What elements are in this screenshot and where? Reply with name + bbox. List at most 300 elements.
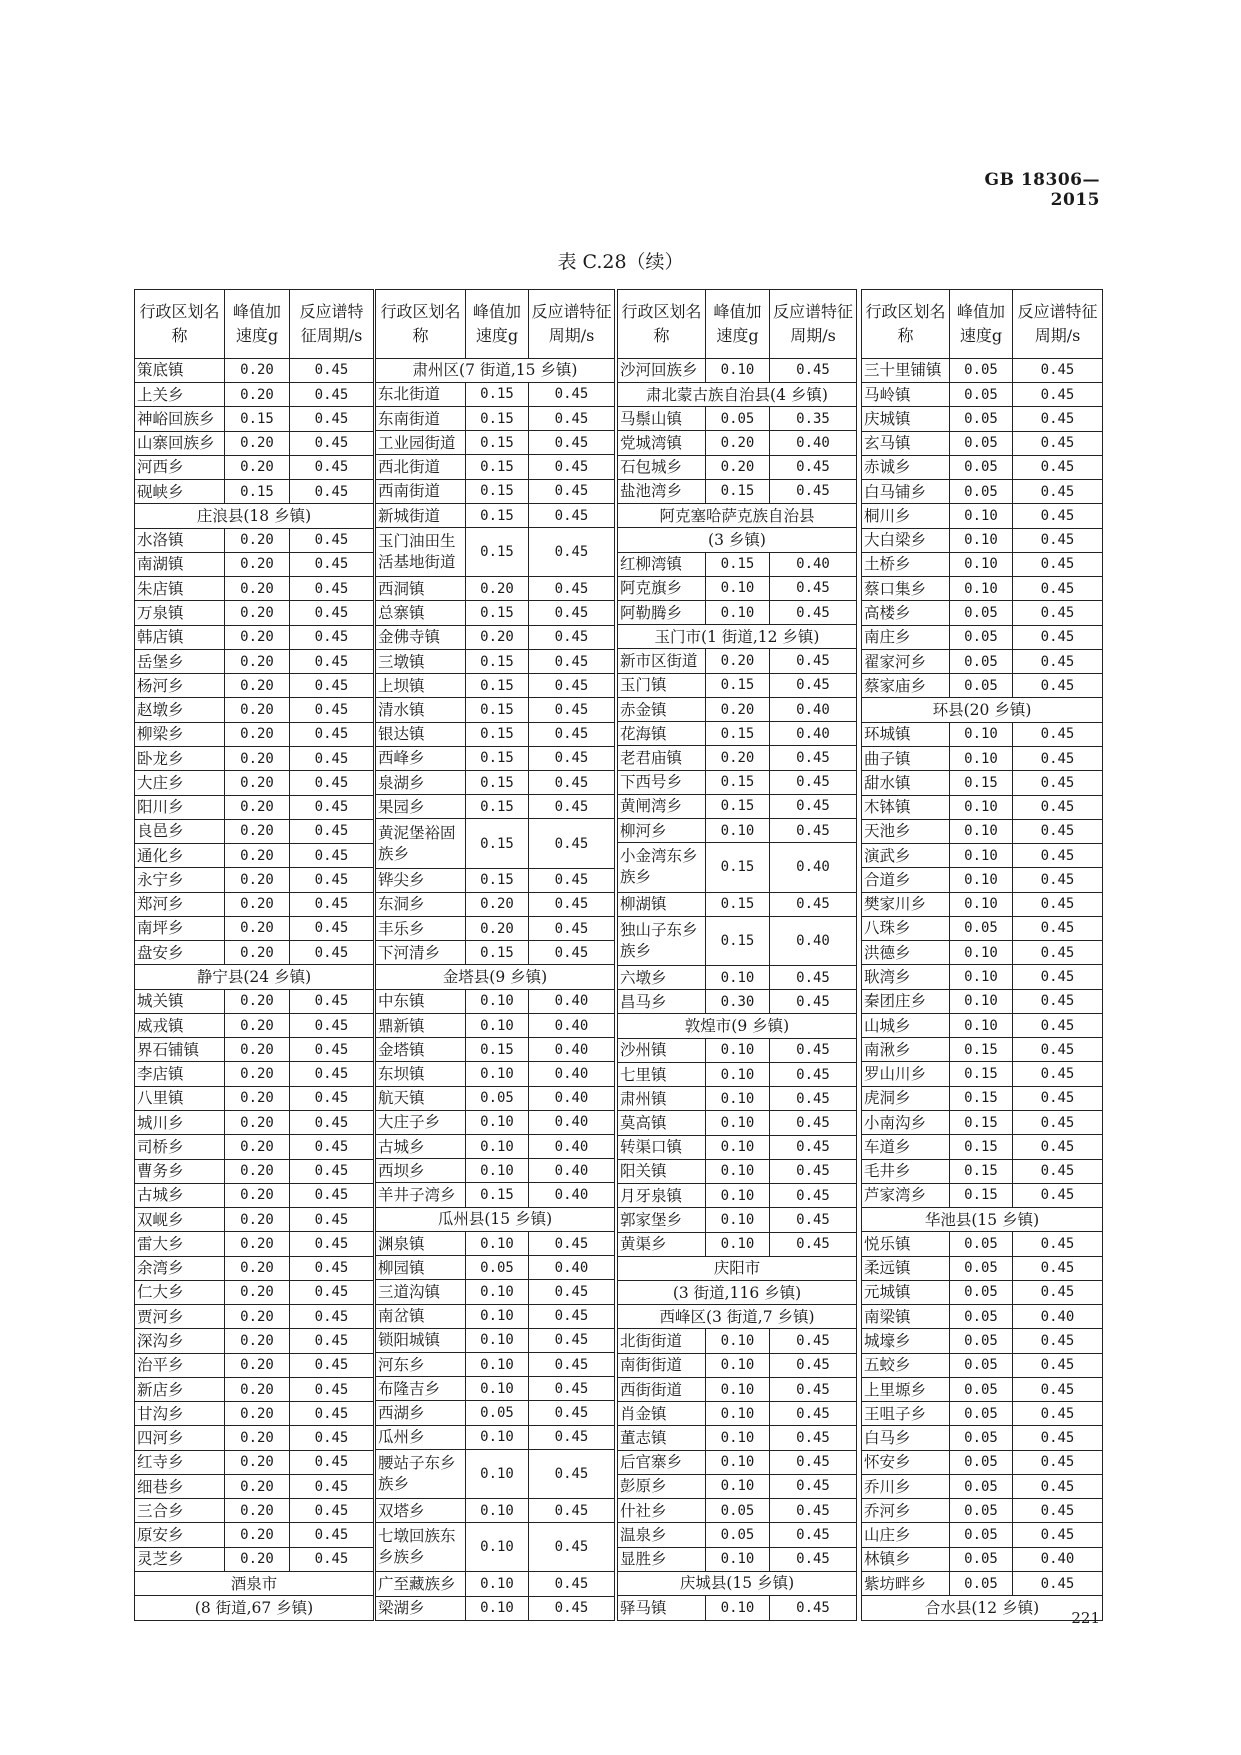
pga-value: 0.15 <box>466 601 529 625</box>
period-value: 0.40 <box>770 916 857 965</box>
pga-value: 0.20 <box>225 746 290 770</box>
period-value: 0.45 <box>1013 577 1103 601</box>
region-header: 酒泉市 <box>135 1572 374 1596</box>
period-value: 0.45 <box>529 1304 615 1328</box>
period-value: 0.40 <box>1013 1547 1103 1571</box>
admin-name: 南湫乡 <box>862 1038 950 1062</box>
period-value: 0.40 <box>529 1086 615 1110</box>
admin-name: 北街街道 <box>618 1329 706 1353</box>
pga-value: 0.20 <box>466 892 529 916</box>
period-value: 0.45 <box>529 479 615 503</box>
admin-name: 沙河回族乡 <box>618 358 706 382</box>
pga-value: 0.15 <box>706 479 770 503</box>
period-value: 0.45 <box>290 407 374 431</box>
admin-name: 柳园镇 <box>376 1256 466 1280</box>
period-value: 0.40 <box>770 843 857 892</box>
period-value: 0.45 <box>1013 674 1103 698</box>
pga-value: 0.10 <box>466 1110 529 1134</box>
admin-name: 怀安乡 <box>862 1450 950 1474</box>
period-value: 0.45 <box>290 1402 374 1426</box>
period-value: 0.45 <box>529 722 615 746</box>
pga-value: 0.05 <box>950 1499 1013 1523</box>
pga-value: 0.10 <box>466 1352 529 1376</box>
admin-name: 东洞乡 <box>376 892 466 916</box>
period-value: 0.45 <box>529 431 615 455</box>
period-value: 0.45 <box>1013 1474 1103 1498</box>
period-value: 0.45 <box>290 941 374 965</box>
period-value: 0.45 <box>290 1013 374 1037</box>
period-value: 0.45 <box>529 674 615 698</box>
subtable-2 <box>375 289 614 1621</box>
pga-value: 0.10 <box>706 1159 770 1183</box>
period-value: 0.45 <box>1013 1572 1103 1596</box>
pga-value: 0.05 <box>950 1572 1013 1596</box>
period-value: 0.45 <box>290 1256 374 1280</box>
pga-value: 0.15 <box>706 794 770 818</box>
period-value: 0.45 <box>1013 1256 1103 1280</box>
period-value: 0.45 <box>770 1208 857 1232</box>
pga-value: 0.10 <box>950 965 1013 989</box>
pga-value: 0.20 <box>225 1547 290 1571</box>
pga-value: 0.05 <box>950 431 1013 455</box>
admin-name: 天池乡 <box>862 819 950 843</box>
period-value: 0.45 <box>1013 746 1103 770</box>
period-value: 0.45 <box>1013 989 1103 1013</box>
pga-value: 0.15 <box>466 503 529 527</box>
pga-value: 0.20 <box>225 431 290 455</box>
pga-value: 0.20 <box>225 1329 290 1353</box>
period-value: 0.45 <box>770 746 857 770</box>
period-value: 0.35 <box>770 407 857 431</box>
period-value: 0.45 <box>290 1110 374 1134</box>
period-value: 0.45 <box>1013 504 1103 528</box>
pga-value: 0.15 <box>950 1183 1013 1207</box>
period-value: 0.45 <box>1013 407 1103 431</box>
period-value: 0.45 <box>290 771 374 795</box>
admin-name: 布隆吉乡 <box>376 1377 466 1401</box>
period-value: 0.45 <box>770 479 857 503</box>
pga-value: 0.10 <box>706 1329 770 1353</box>
period-value: 0.45 <box>1013 601 1103 625</box>
admin-name: 元城镇 <box>862 1280 950 1304</box>
admin-name: 乔河乡 <box>862 1499 950 1523</box>
admin-name: 蔡口集乡 <box>862 577 950 601</box>
admin-name: 庆城镇 <box>862 407 950 431</box>
admin-name: 芦家湾乡 <box>862 1183 950 1207</box>
admin-name: 悦乐镇 <box>862 1232 950 1256</box>
admin-name: 腰站子东乡族乡 <box>376 1449 466 1498</box>
period-value: 0.45 <box>1013 795 1103 819</box>
admin-name: 七里镇 <box>618 1062 706 1086</box>
pga-value: 0.15 <box>466 771 529 795</box>
region-header: 玉门市(1 街道,12 乡镇) <box>618 625 857 649</box>
pga-value: 0.10 <box>950 941 1013 965</box>
pga-value: 0.20 <box>706 455 770 479</box>
admin-name: 六墩乡 <box>618 965 706 989</box>
period-value: 0.45 <box>770 1377 857 1401</box>
admin-name: 土桥乡 <box>862 552 950 576</box>
period-value: 0.45 <box>529 1328 615 1352</box>
admin-name: 西湖乡 <box>376 1401 466 1425</box>
standard-number: GB 18306—2015 <box>984 170 1100 210</box>
header-pga: 峰值加速度g <box>225 290 290 359</box>
admin-name: 砚峡乡 <box>135 480 225 504</box>
admin-name: 东北街道 <box>376 382 466 406</box>
admin-name: 瓜州乡 <box>376 1425 466 1449</box>
admin-name: 韩店镇 <box>135 625 225 649</box>
pga-value: 0.10 <box>950 795 1013 819</box>
admin-name: 老君庙镇 <box>618 746 706 770</box>
admin-name: 通化乡 <box>135 844 225 868</box>
admin-name: 红柳湾镇 <box>618 552 706 576</box>
pga-value: 0.10 <box>466 1499 529 1523</box>
admin-name: 新店乡 <box>135 1377 225 1401</box>
period-value: 0.45 <box>290 1183 374 1207</box>
pga-value: 0.15 <box>466 674 529 698</box>
admin-name: 城川乡 <box>135 1110 225 1134</box>
period-value: 0.45 <box>290 989 374 1013</box>
period-value: 0.45 <box>290 358 374 382</box>
admin-name: 古城乡 <box>135 1183 225 1207</box>
region-header: 静宁县(24 乡镇) <box>135 965 374 989</box>
period-value: 0.40 <box>529 1013 615 1037</box>
pga-value: 0.10 <box>466 1328 529 1352</box>
pga-value: 0.20 <box>466 625 529 649</box>
pga-value: 0.20 <box>225 1499 290 1523</box>
period-value: 0.45 <box>1013 892 1103 916</box>
period-value: 0.45 <box>529 649 615 673</box>
pga-value: 0.05 <box>950 480 1013 504</box>
admin-name: 航天镇 <box>376 1086 466 1110</box>
admin-name: 东坝镇 <box>376 1062 466 1086</box>
period-value: 0.45 <box>1013 844 1103 868</box>
admin-name: 赤诚乡 <box>862 455 950 479</box>
pga-value: 0.10 <box>706 1208 770 1232</box>
region-header: 金塔县(9 乡镇) <box>376 965 615 989</box>
header-name: 行政区划名称 <box>376 290 466 359</box>
period-value: 0.45 <box>529 1425 615 1449</box>
admin-name: 广至藏族乡 <box>376 1572 466 1596</box>
region-header-sub: (3 乡镇) <box>618 528 857 552</box>
pga-value: 0.15 <box>706 843 770 892</box>
admin-name: 温泉乡 <box>618 1523 706 1547</box>
admin-name: 西街街道 <box>618 1377 706 1401</box>
header-pga: 峰值加速度g <box>466 290 529 359</box>
data-table <box>134 289 1102 1621</box>
period-value: 0.45 <box>1013 1402 1103 1426</box>
pga-value: 0.10 <box>950 746 1013 770</box>
pga-value: 0.20 <box>225 358 290 382</box>
period-value: 0.45 <box>770 1353 857 1377</box>
pga-value: 0.10 <box>466 989 529 1013</box>
period-value: 0.45 <box>290 577 374 601</box>
period-value: 0.45 <box>529 407 615 431</box>
period-value: 0.45 <box>290 844 374 868</box>
period-value: 0.45 <box>290 795 374 819</box>
pga-value: 0.05 <box>950 1232 1013 1256</box>
pga-value: 0.05 <box>950 1329 1013 1353</box>
admin-name: 肖金镇 <box>618 1402 706 1426</box>
pga-value: 0.10 <box>706 576 770 600</box>
pga-value: 0.15 <box>950 771 1013 795</box>
pga-value: 0.20 <box>225 1062 290 1086</box>
admin-name: 玉门镇 <box>618 673 706 697</box>
pga-value: 0.20 <box>225 625 290 649</box>
region-header: 庆阳市 <box>618 1256 857 1280</box>
admin-name: 渊泉镇 <box>376 1231 466 1255</box>
pga-value: 0.10 <box>706 1353 770 1377</box>
pga-value: 0.05 <box>466 1256 529 1280</box>
admin-name: 林镇乡 <box>862 1547 950 1571</box>
admin-name: 沙州镇 <box>618 1038 706 1062</box>
pga-value: 0.15 <box>466 479 529 503</box>
admin-name: 下西号乡 <box>618 770 706 794</box>
admin-name: 白马铺乡 <box>862 480 950 504</box>
admin-name: 五蛟乡 <box>862 1353 950 1377</box>
admin-name: 盐池湾乡 <box>618 479 706 503</box>
period-value: 0.45 <box>290 1232 374 1256</box>
admin-name: 司桥乡 <box>135 1135 225 1159</box>
period-value: 0.45 <box>1013 1159 1103 1183</box>
admin-name: 黄泥堡裕固族乡 <box>376 819 466 868</box>
period-value: 0.45 <box>1013 1523 1103 1547</box>
pga-value: 0.20 <box>225 1135 290 1159</box>
pga-value: 0.10 <box>466 1231 529 1255</box>
period-value: 0.45 <box>1013 1062 1103 1086</box>
admin-name: 下河清乡 <box>376 941 466 965</box>
pga-value: 0.20 <box>225 1377 290 1401</box>
pga-value: 0.15 <box>950 1062 1013 1086</box>
admin-name: 朱店镇 <box>135 577 225 601</box>
admin-name: 柳湖镇 <box>618 892 706 916</box>
period-value: 0.45 <box>290 819 374 843</box>
pga-value: 0.05 <box>950 1450 1013 1474</box>
pga-value: 0.15 <box>466 1038 529 1062</box>
pga-value: 0.15 <box>225 407 290 431</box>
period-value: 0.45 <box>290 1499 374 1523</box>
period-value: 0.45 <box>770 455 857 479</box>
admin-name: 原安乡 <box>135 1523 225 1547</box>
period-value: 0.45 <box>770 1159 857 1183</box>
period-value: 0.40 <box>770 697 857 721</box>
admin-name: 七墩回族东乡族乡 <box>376 1523 466 1572</box>
pga-value: 0.20 <box>225 601 290 625</box>
period-value: 0.45 <box>529 577 615 601</box>
period-value: 0.45 <box>290 601 374 625</box>
pga-value: 0.05 <box>950 358 1013 382</box>
period-value: 0.45 <box>770 1111 857 1135</box>
pga-value: 0.20 <box>225 868 290 892</box>
pga-value: 0.15 <box>466 819 529 868</box>
admin-name: 东南街道 <box>376 407 466 431</box>
admin-name: 白马乡 <box>862 1426 950 1450</box>
admin-name: 肃州镇 <box>618 1087 706 1111</box>
period-value: 0.45 <box>1013 552 1103 576</box>
admin-name: 河西乡 <box>135 455 225 479</box>
pga-value: 0.05 <box>950 1353 1013 1377</box>
admin-name: 甘沟乡 <box>135 1402 225 1426</box>
admin-name: 西北街道 <box>376 455 466 479</box>
admin-name: 金塔镇 <box>376 1038 466 1062</box>
admin-name: 良邑乡 <box>135 819 225 843</box>
pga-value: 0.15 <box>466 455 529 479</box>
period-value: 0.45 <box>1013 868 1103 892</box>
admin-name: 锁阳城镇 <box>376 1328 466 1352</box>
period-value: 0.40 <box>529 1110 615 1134</box>
admin-name: 什社乡 <box>618 1499 706 1523</box>
pga-value: 0.10 <box>466 1425 529 1449</box>
period-value: 0.45 <box>290 1086 374 1110</box>
admin-name: 西峰乡 <box>376 746 466 770</box>
period-value: 0.40 <box>529 1062 615 1086</box>
period-value: 0.45 <box>770 649 857 673</box>
admin-name: 石包城乡 <box>618 455 706 479</box>
admin-name: 治平乡 <box>135 1353 225 1377</box>
period-value: 0.45 <box>290 916 374 940</box>
period-value: 0.45 <box>770 1038 857 1062</box>
pga-value: 0.05 <box>706 407 770 431</box>
admin-name: 羊井子湾乡 <box>376 1183 466 1207</box>
period-value: 0.45 <box>1013 649 1103 673</box>
admin-name: 赤金镇 <box>618 697 706 721</box>
period-value: 0.45 <box>1013 1013 1103 1037</box>
admin-name: 新城街道 <box>376 503 466 527</box>
pga-value: 0.20 <box>225 1110 290 1134</box>
period-value: 0.45 <box>529 819 615 868</box>
admin-name: 西坝乡 <box>376 1159 466 1183</box>
pga-value: 0.20 <box>706 697 770 721</box>
region-header-sub: (3 街道,116 乡镇) <box>618 1281 857 1305</box>
period-value: 0.45 <box>1013 1426 1103 1450</box>
pga-value: 0.20 <box>706 431 770 455</box>
subtable-4 <box>861 289 1102 1621</box>
pga-value: 0.15 <box>706 916 770 965</box>
period-value: 0.45 <box>290 698 374 722</box>
pga-value: 0.10 <box>706 1184 770 1208</box>
admin-name: 工业园街道 <box>376 431 466 455</box>
admin-name: 转渠口镇 <box>618 1135 706 1159</box>
pga-value: 0.20 <box>466 577 529 601</box>
admin-name: 月牙泉镇 <box>618 1184 706 1208</box>
pga-value: 0.15 <box>466 941 529 965</box>
pga-value: 0.10 <box>706 1038 770 1062</box>
pga-value: 0.10 <box>706 358 770 382</box>
admin-name: 铧尖乡 <box>376 868 466 892</box>
pga-value: 0.20 <box>225 1305 290 1329</box>
pga-value: 0.15 <box>706 770 770 794</box>
admin-name: 山庄乡 <box>862 1523 950 1547</box>
admin-name: 鼎新镇 <box>376 1013 466 1037</box>
header-pga: 峰值加速度g <box>950 290 1013 359</box>
admin-name: 党城湾镇 <box>618 431 706 455</box>
region-header: 肃北蒙古族自治县(4 乡镇) <box>618 382 857 406</box>
admin-name: 三十里铺镇 <box>862 358 950 382</box>
period-value: 0.45 <box>290 1038 374 1062</box>
pga-value: 0.05 <box>706 1499 770 1523</box>
period-value: 0.45 <box>290 892 374 916</box>
pga-value: 0.20 <box>225 844 290 868</box>
pga-value: 0.15 <box>706 673 770 697</box>
pga-value: 0.15 <box>466 722 529 746</box>
admin-name: 威戎镇 <box>135 1013 225 1037</box>
pga-value: 0.15 <box>466 698 529 722</box>
period-value: 0.45 <box>1013 1353 1103 1377</box>
admin-name: 李店镇 <box>135 1062 225 1086</box>
admin-name: 八珠乡 <box>862 916 950 940</box>
pga-value: 0.10 <box>466 1062 529 1086</box>
region-header: 敦煌市(9 乡镇) <box>618 1014 857 1038</box>
period-value: 0.45 <box>1013 1038 1103 1062</box>
pga-value: 0.10 <box>466 1572 529 1596</box>
admin-name: 神峪回族乡 <box>135 407 225 431</box>
period-value: 0.40 <box>529 1159 615 1183</box>
pga-value: 0.10 <box>706 601 770 625</box>
period-value: 0.45 <box>529 528 615 577</box>
pga-value: 0.20 <box>225 528 290 552</box>
admin-name: 双塔乡 <box>376 1499 466 1523</box>
admin-name: 紫坊畔乡 <box>862 1572 950 1596</box>
period-value: 0.45 <box>290 1280 374 1304</box>
pga-value: 0.15 <box>466 382 529 406</box>
period-value: 0.45 <box>770 1499 857 1523</box>
period-value: 0.40 <box>1013 1305 1103 1329</box>
period-value: 0.45 <box>290 383 374 407</box>
pga-value: 0.05 <box>950 455 1013 479</box>
pga-value: 0.05 <box>950 1523 1013 1547</box>
pga-value: 0.15 <box>466 528 529 577</box>
pga-value: 0.20 <box>225 1426 290 1450</box>
admin-name: 洪德乡 <box>862 941 950 965</box>
pga-value: 0.15 <box>706 722 770 746</box>
admin-name: 莫高镇 <box>618 1111 706 1135</box>
admin-name: 马鬃山镇 <box>618 407 706 431</box>
admin-name: 余湾乡 <box>135 1256 225 1280</box>
admin-name: 深沟乡 <box>135 1329 225 1353</box>
period-value: 0.45 <box>1013 1377 1103 1401</box>
pga-value: 0.15 <box>466 649 529 673</box>
period-value: 0.45 <box>290 455 374 479</box>
admin-name: 卧龙乡 <box>135 746 225 770</box>
admin-name: 城壕乡 <box>862 1329 950 1353</box>
pga-value: 0.20 <box>225 1474 290 1498</box>
admin-name: 上关乡 <box>135 383 225 407</box>
region-header: 瓜州县(15 乡镇) <box>376 1207 615 1231</box>
admin-name: 万泉镇 <box>135 601 225 625</box>
pga-value: 0.30 <box>706 990 770 1014</box>
pga-value: 0.20 <box>225 1159 290 1183</box>
pga-value: 0.10 <box>706 819 770 843</box>
period-value: 0.45 <box>529 771 615 795</box>
pga-value: 0.20 <box>225 771 290 795</box>
period-value: 0.45 <box>529 503 615 527</box>
period-value: 0.45 <box>290 1426 374 1450</box>
admin-name: 古城乡 <box>376 1135 466 1159</box>
period-value: 0.45 <box>290 1159 374 1183</box>
period-value: 0.45 <box>529 1352 615 1376</box>
pga-value: 0.10 <box>950 819 1013 843</box>
pga-value: 0.10 <box>466 1159 529 1183</box>
pga-value: 0.10 <box>706 965 770 989</box>
period-value: 0.40 <box>770 722 857 746</box>
period-value: 0.45 <box>529 1280 615 1304</box>
admin-name: 八里镇 <box>135 1086 225 1110</box>
period-value: 0.45 <box>529 868 615 892</box>
period-value: 0.45 <box>1013 358 1103 382</box>
period-value: 0.45 <box>1013 819 1103 843</box>
pga-value: 0.20 <box>706 746 770 770</box>
period-value: 0.45 <box>1013 1450 1103 1474</box>
region-header: 肃州区(7 街道,15 乡镇) <box>376 358 615 382</box>
